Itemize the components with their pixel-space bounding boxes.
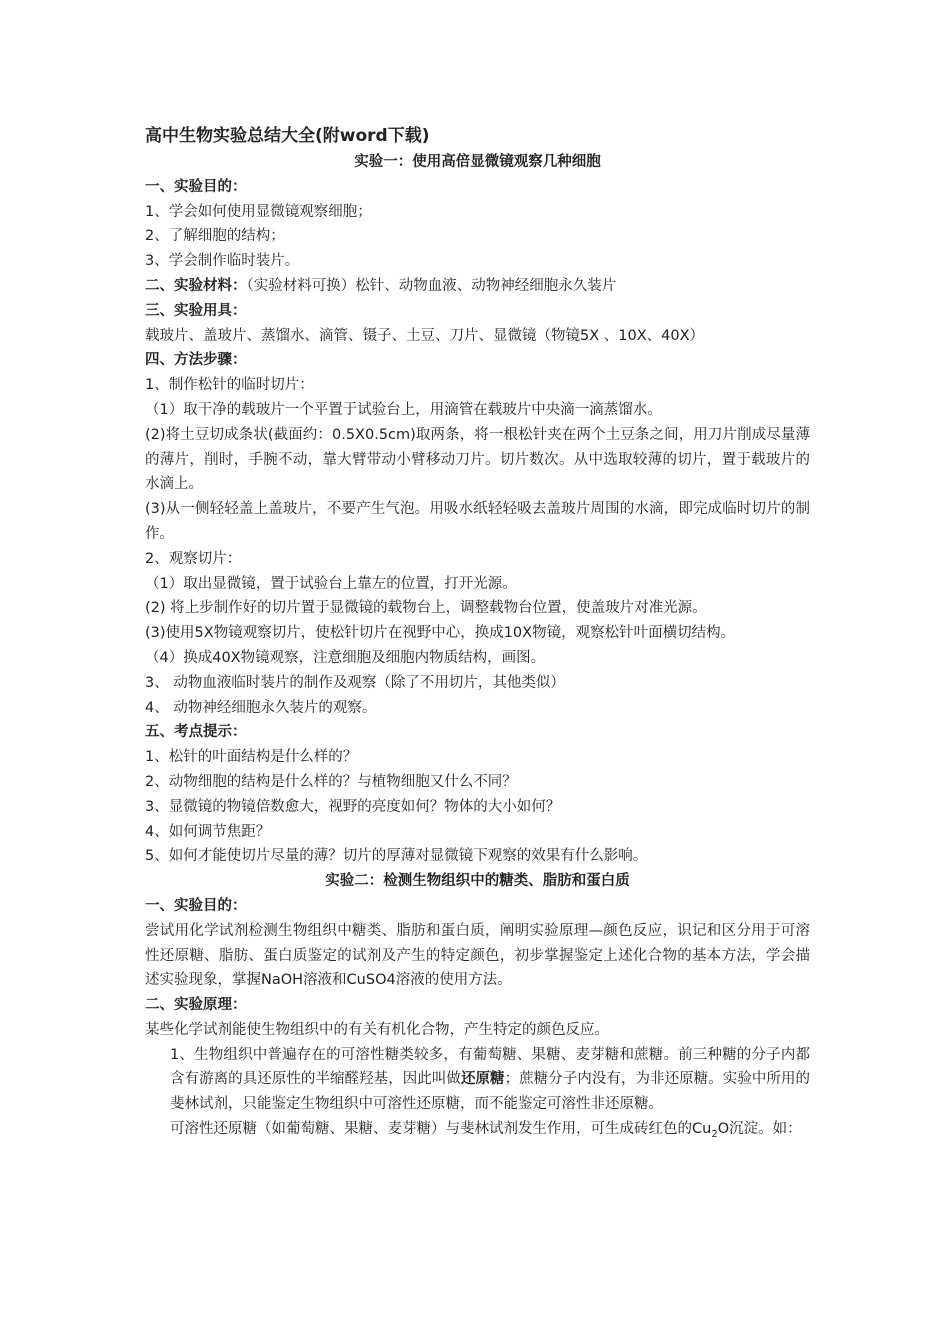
exp1-tip: 3、显微镜的物镜倍数愈大，视野的亮度如何？物体的大小如何？: [145, 798, 561, 815]
exp2-principle-2: [145, 1117, 810, 1142]
exp1-objective-3: 3、学会制作临时装片。: [145, 253, 300, 270]
exp1-section1-title: 一、实验目的：: [145, 178, 247, 195]
exp1-tip: 2、动物细胞的结构是什么样的？与植物细胞又什么不同？: [145, 773, 517, 790]
exp2-principle-2-b: O沉淀。如：: [717, 1121, 802, 1138]
exp1-tip: 5、如何才能使切片尽量的薄？切片的厚薄对显微镜下观察的效果有什么影响。: [145, 848, 648, 865]
exp1-tip: 1、松针的叶面结构是什么样的？: [145, 749, 358, 766]
exp1-section4-title: 四、方法步骤：: [145, 352, 247, 369]
exp1-objective-2: 2、了解细胞的结构；: [145, 228, 285, 245]
exp1-materials: [145, 274, 810, 299]
exp1-tools-label: 三、实验用具：: [145, 302, 247, 319]
document-title: 高中生物实验总结大全(附word下载): [145, 126, 430, 146]
exp1-tools: [145, 299, 810, 349]
reducing-sugar-term: 还原糖: [460, 1071, 505, 1088]
exp1-section5-title: 五、考点提示：: [145, 724, 247, 741]
exp2-principle-1: [145, 1043, 810, 1117]
exp1-step-line: (3)从一侧轻轻盖上盖玻片，不要产生气泡。用吸水纸轻轻吸去盖玻片周围的水滴，即完成临时切片的制作。: [145, 501, 810, 542]
exp1-materials-label: 二、实验材料：: [145, 277, 247, 294]
exp1-step-line: (3)使用5X物镜观察切片，使松针切片在视野中心，换成10X物镜，观察松针叶面横切结构。: [145, 625, 736, 642]
subscript-2: 2: [711, 1128, 718, 1140]
exp1-materials-text: （实验材料可换）松针、动物血液、动物神经细胞永久装片: [246, 277, 617, 294]
exp1-tools-text: 载玻片、盖玻片、蒸馏水、滴管、镊子、土豆、刀片、显微镜（物镜5X 、10X、40X）: [145, 327, 705, 344]
exp2-objective-text: 尝试用化学试剂检测生物组织中糖类、脂肪和蛋白质，阐明实验原理—颜色反应，识记和区分用于可溶性还原糖、脂肪、蛋白质鉴定的试剂及产生的特定颜色，初步掌握鉴定上述化合物的基本方法，学会描述实验现象，掌握NaOH溶液和CuSO4溶液的使用方法。: [145, 922, 810, 989]
exp2-section1-title: 一、实验目的：: [145, 897, 247, 914]
exp1-step-line: 2、观察切片：: [145, 550, 242, 567]
exp1-tip: 4、如何调节焦距？: [145, 823, 271, 840]
exp1-step-line: 1、制作松针的临时切片：: [145, 377, 314, 394]
exp1-step-line: (2) 将上步制作好的切片置于显微镜的载物台上，调整载物台位置，使盖玻片对准光源。: [145, 600, 707, 617]
exp1-step-line: 4、 动物神经细胞永久装片的观察。: [145, 699, 377, 716]
exp2-principle-1-b: ；蔗糖分子内没有，为非还原糖。实验中所用的斐林试剂，只能鉴定生物组织中可溶性还原糖，而不能鉴定可溶性非还原糖。: [170, 1071, 811, 1113]
exp2-principle-intro: 某些化学试剂能使生物组织中的有关有机化合物，产生特定的颜色反应。: [145, 1021, 609, 1038]
exp1-step-line: 3、 动物血液临时装片的制作及观察（除了不用切片，其他类似）: [145, 674, 565, 691]
exp1-step-line: (2)将土豆切成条状(截面约：0.5X0.5cm)取两条，将一根松针夹在两个土豆条之间，用刀片削成尽量薄的薄片，削时，手腕不动，靠大臂带动小臂移动刀片。切片数次。从中选取较薄的切片，置于载玻片的水滴上。: [145, 426, 810, 493]
exp1-step-line: （1）取出显微镜，置于试验台上靠左的位置，打开光源。: [145, 575, 517, 592]
exp1-step-line: （1）取干净的载玻片一个平置于试验台上，用滴管在载玻片中央滴一滴蒸馏水。: [145, 401, 662, 418]
document-page: [145, 122, 810, 1142]
exp2-heading: 实验二：检测生物组织中的糖类、脂肪和蛋白质: [325, 873, 630, 890]
exp1-step-line: （4）换成40X物镜观察，注意细胞及细胞内物质结构，画图。: [145, 649, 546, 666]
exp2-principle-1-a: 1、生物组织中普遍存在的可溶性糖类较多，有葡萄糖、果糖、麦芽糖和蔗糖。前三种糖的分子内都含有游离的具还原性的半缩醛羟基，因此叫做: [170, 1046, 810, 1088]
exp2-section2-title: 二、实验原理：: [145, 997, 247, 1014]
exp2-principle-2-a: 可溶性还原糖（如葡萄糖、果糖、麦芽糖）与斐林试剂发生作用，可生成砖红色的Cu: [170, 1121, 712, 1138]
exp1-heading: 实验一：使用高倍显微镜观察几种细胞: [354, 154, 601, 170]
exp1-objective-1: 1、学会如何使用显微镜观察细胞；: [145, 203, 372, 220]
